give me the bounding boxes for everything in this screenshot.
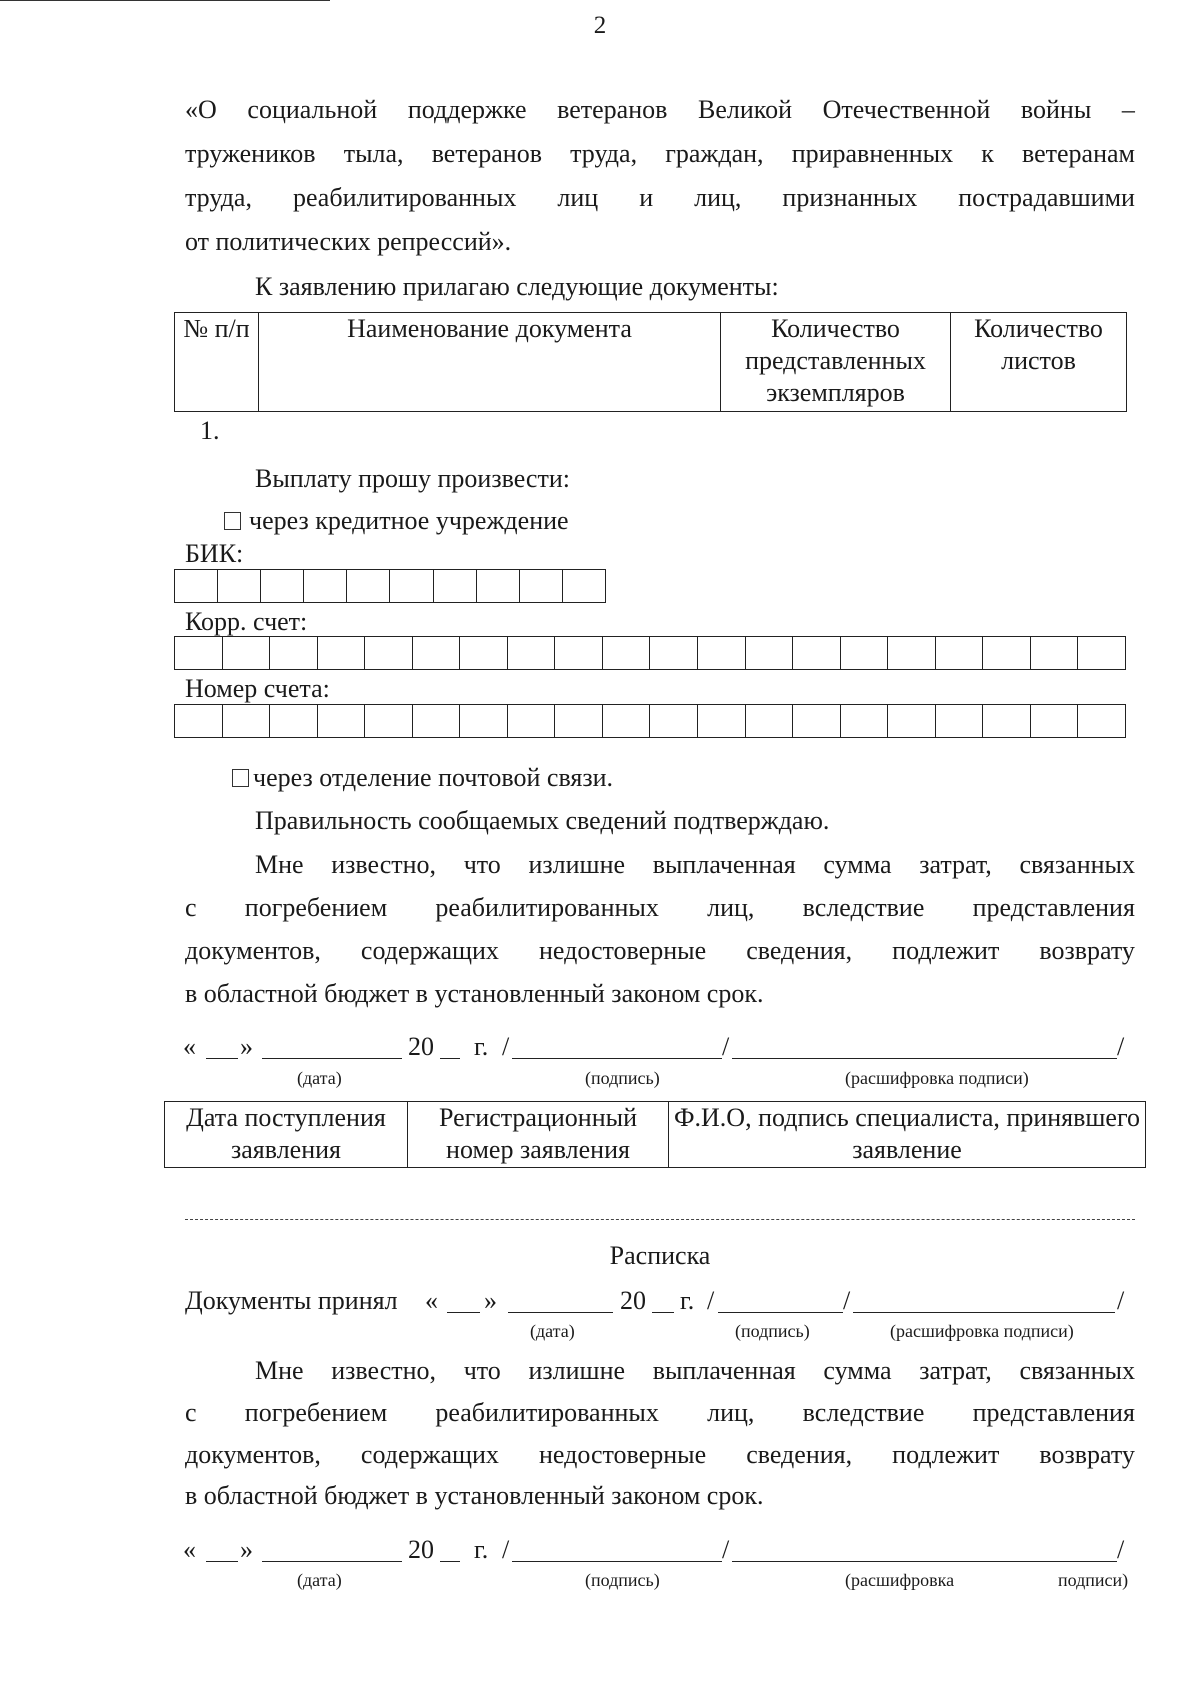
- documents-table-header: [175, 313, 1127, 412]
- receipt-month-field[interactable]: [508, 1312, 613, 1313]
- col-header-number: № п/п: [175, 313, 259, 412]
- intro-line-3: [185, 183, 1135, 213]
- confirm-text: Правильность сообщаемых сведений подтверждаю.: [255, 806, 830, 835]
- final-slash-2: /: [722, 1535, 730, 1564]
- receipt-decode-caption: (расшифровка подписи): [890, 1321, 1074, 1341]
- notice2-line-3: [185, 1440, 1135, 1470]
- notice2-line-4: в областной бюджет в установленный законом срок.: [185, 1481, 764, 1510]
- notice2-text: документов, содержащих недостоверные сведения, подлежит возврату: [185, 1440, 1135, 1469]
- intro-line-4: от политических репрессий».: [185, 227, 512, 256]
- documents-table: [174, 312, 1127, 412]
- receipt-day-field[interactable]: [447, 1312, 480, 1313]
- receipt-date-caption: (дата): [530, 1321, 575, 1341]
- receipt-slash-3: /: [1117, 1286, 1125, 1315]
- office-header-date: Дата поступления заявления: [165, 1102, 408, 1168]
- receipt-signature-field[interactable]: [718, 1312, 843, 1313]
- slash-3: /: [1117, 1032, 1125, 1061]
- slash-1: /: [502, 1032, 510, 1061]
- final-year-suffix: г.: [474, 1535, 489, 1564]
- option-bank[interactable]: [224, 506, 569, 536]
- year-field[interactable]: [440, 1058, 460, 1059]
- quote-open: «: [183, 1032, 196, 1061]
- notice2-text: Мне известно, что излишне выплаченная сумма затрат, связанных: [255, 1356, 1135, 1385]
- day-field[interactable]: [206, 1058, 238, 1059]
- final-slash-1: /: [502, 1535, 510, 1564]
- col-header-copies: Количество представленных экземпляров: [721, 313, 951, 412]
- bik-input-cells[interactable]: [174, 569, 606, 603]
- receipt-quote-open: «: [425, 1286, 438, 1315]
- office-table: [164, 1101, 1146, 1168]
- quote-close: »: [240, 1032, 253, 1061]
- account-number-label: Номер счета:: [185, 674, 330, 703]
- bik-label: БИК:: [185, 539, 244, 568]
- final-signature-caption: (подпись): [585, 1570, 660, 1590]
- receipt-title: Расписка: [609, 1241, 711, 1270]
- receipt-year-suffix: г.: [680, 1286, 695, 1315]
- notice-line-3: [185, 936, 1135, 966]
- notice2-line-1: [255, 1356, 1135, 1386]
- intro-text: «О социальной поддержке ветеранов Великой Отечественной войны –: [185, 95, 1135, 124]
- signature-field[interactable]: [512, 1058, 722, 1059]
- final-decode-caption-2: подписи): [1058, 1570, 1129, 1590]
- intro-line-1: [185, 95, 1135, 125]
- notice-text: документов, содержащих недостоверные сведения, подлежит возврату: [185, 936, 1135, 965]
- intro-text: труда, реабилитированных лиц и лиц, признанных пострадавшими: [185, 183, 1135, 212]
- option-post-label: через отделение почтовой связи.: [253, 763, 614, 792]
- option-post[interactable]: [232, 763, 613, 793]
- month-field[interactable]: [262, 1058, 402, 1059]
- post-checkbox[interactable]: [232, 769, 249, 787]
- final-quote-open: «: [183, 1535, 196, 1564]
- notice-text: с погребением реабилитированных лиц, вследствие представления: [185, 893, 1135, 922]
- receipt-signature-caption: (подпись): [735, 1321, 810, 1341]
- final-month-field[interactable]: [262, 1561, 402, 1562]
- receipt-quote-close: »: [484, 1286, 497, 1315]
- bank-checkbox[interactable]: [224, 512, 241, 530]
- office-header-specialist: Ф.И.О, подпись специалиста, принявшего заявление: [669, 1102, 1146, 1168]
- account-number-input-cells[interactable]: [174, 704, 1126, 738]
- top-border-line: [0, 0, 330, 1]
- receipt-accepted-label: Документы принял: [185, 1286, 398, 1315]
- year-prefix: 20: [408, 1032, 434, 1061]
- receipt-slash-1: /: [707, 1286, 715, 1315]
- final-decode-caption-1: (расшифровка: [845, 1570, 955, 1590]
- notice2-text: с погребением реабилитированных лиц, вследствие представления: [185, 1398, 1135, 1427]
- intro-line-2: [185, 139, 1135, 169]
- option-bank-label: через кредитное учреждение: [249, 506, 569, 535]
- final-day-field[interactable]: [206, 1561, 238, 1562]
- notice2-line-2: [185, 1398, 1135, 1428]
- intro-text: тружеников тыла, ветеранов труда, граждан, приравненных к ветеранам: [185, 139, 1135, 168]
- date-caption: (дата): [297, 1068, 342, 1088]
- corr-account-input-cells[interactable]: [174, 636, 1126, 670]
- corr-account-label: Корр. счет:: [185, 607, 308, 636]
- attach-heading: К заявлению прилагаю следующие документы:: [255, 272, 779, 301]
- final-year-prefix: 20: [408, 1535, 434, 1564]
- receipt-year-field[interactable]: [652, 1312, 674, 1313]
- col-header-sheets: Количество листов: [951, 313, 1127, 412]
- receipt-slash-2: /: [843, 1286, 851, 1315]
- page-number: 2: [593, 12, 607, 39]
- notice-text: Мне известно, что излишне выплаченная сумма затрат, связанных: [255, 850, 1135, 879]
- final-quote-close: »: [240, 1535, 253, 1564]
- slash-2: /: [722, 1032, 730, 1061]
- receipt-year-prefix: 20: [620, 1286, 646, 1315]
- decode-field[interactable]: [732, 1058, 1117, 1059]
- col-header-doc-name: Наименование документа: [259, 313, 721, 412]
- cut-line: [185, 1219, 1135, 1220]
- final-signature-field[interactable]: [512, 1561, 722, 1562]
- final-slash-3: /: [1117, 1535, 1125, 1564]
- notice-line-2: [185, 893, 1135, 923]
- notice-line-4: в областной бюджет в установленный законом срок.: [185, 979, 764, 1008]
- receipt-decode-field[interactable]: [853, 1312, 1115, 1313]
- decode-caption: (расшифровка подписи): [845, 1068, 1029, 1088]
- signature-caption: (подпись): [585, 1068, 660, 1088]
- office-header-reg-number: Регистрационный номер заявления: [408, 1102, 669, 1168]
- payment-heading: Выплату прошу произвести:: [255, 464, 570, 493]
- final-year-field[interactable]: [440, 1561, 460, 1562]
- year-suffix: г.: [474, 1032, 489, 1061]
- final-decode-field[interactable]: [732, 1561, 1117, 1562]
- row-number: 1.: [200, 416, 220, 445]
- final-date-caption: (дата): [297, 1570, 342, 1590]
- notice-line-1: [255, 850, 1135, 880]
